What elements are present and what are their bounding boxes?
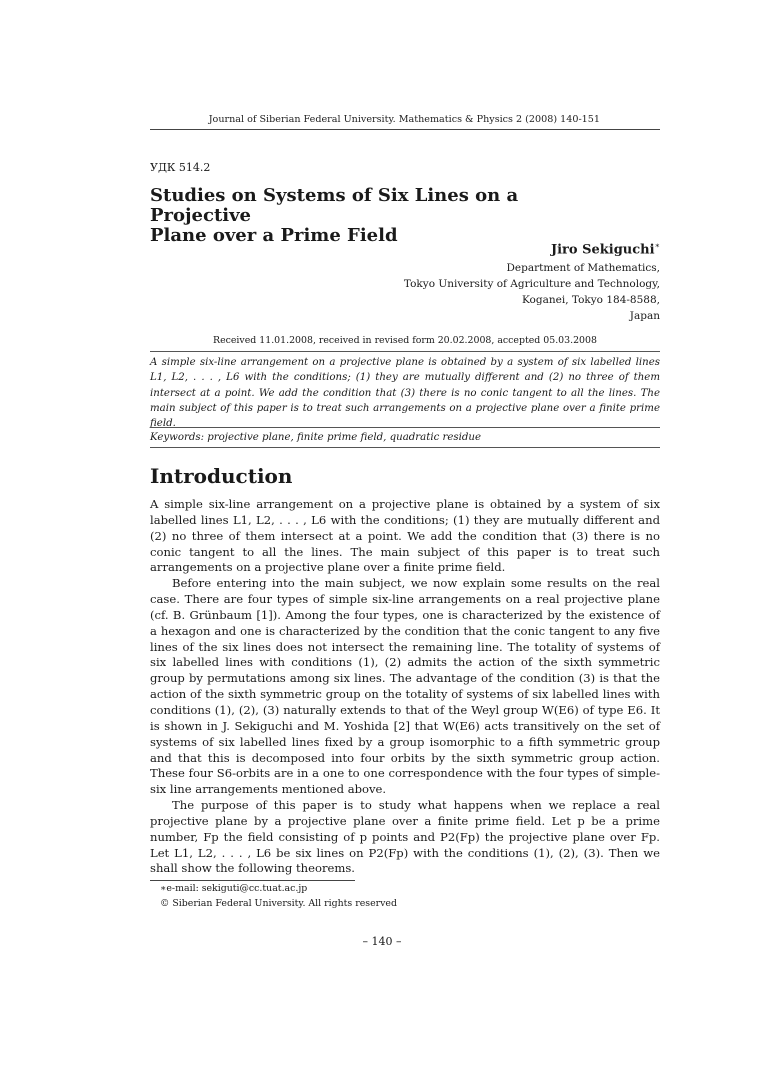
udk-code: УДК 514.2 — [150, 161, 211, 174]
author-block — [404, 238, 660, 324]
author-footnote-mark: ∗ — [654, 241, 660, 250]
affiliation-line: Japan — [629, 310, 660, 323]
footnote-copyright: © Siberian Federal University. All rights reserved — [160, 898, 397, 909]
body-text — [150, 497, 660, 877]
title-line-2: Plane over a Prime Field — [150, 225, 398, 246]
footnote-rule — [150, 880, 355, 881]
affiliation-line: Department of Mathematics, — [506, 262, 660, 275]
page-number: – 140 – — [362, 935, 402, 948]
header-rule — [150, 129, 660, 130]
journal-header: Journal of Siberian Federal University. Mathematics & Physics 2 (2008) 140-151 — [208, 114, 600, 125]
affiliation-line: Tokyo University of Agriculture and Technology, — [403, 278, 660, 291]
abstract-top-rule — [150, 351, 660, 352]
paragraph: The purpose of this paper is to study what happens when we replace a real projective plane by a projective plane over a finite prime field. Let p be a prime number, Fp the field consisting of p points and P2(Fp) the projective plane over Fp. Let L1, L2, . . . , L6 be six lines on P2(Fp) with the conditions (1), (2), (3). Then we shall show the following theorems. — [150, 798, 660, 876]
abstract-bottom-rule — [150, 427, 660, 428]
title-line-1: Studies on Systems of Six Lines on a Projective — [150, 185, 519, 226]
paragraph: Before entering into the main subject, we now explain some results on the real case. There are four types of simple six-line arrangements on a real projective plane (cf. B. Grünbaum [1]). Among the four types, one is characterized by the existence of a hexagon and one is characterized by the condition that the conic tangent to any five lines of the six lines does not intersect the remaining line. The totality of systems of six labelled lines with conditions (1), (2) admits the action of the sixth symmetric group by permutations among six lines. The advantage of the condition (3) is that the action of the sixth symmetric group on the totality of systems of six labelled lines with conditions (1), (2), (3) naturally extends to that of the Weyl group W(E6) of type E6. It is shown in J. Sekiguchi and M. Yoshida [2] that W(E6) acts transitively on the set of systems of six labelled lines fixed by a group isomorphic to a fifth symmetric group and that this is decomposed into four orbits by the sixth symmetric group action. These four S6-orbits are in a one to one correspondence with the four types of simple-six line arrangements mentioned above. — [150, 576, 660, 797]
paragraph: A simple six-line arrangement on a projective plane is obtained by a system of six labelled lines L1, L2, . . . , L6 with the conditions; (1) they are mutually different and (2) no three of them intersect at a point. We add the condition that (3) there is no conic tangent to all the lines. The main subject of this paper is to treat such arrangements on a projective plane over a finite prime field. — [150, 497, 660, 575]
received-dates: Received 11.01.2008, received in revised form 20.02.2008, accepted 05.03.2008 — [213, 335, 597, 346]
abstract: A simple six-line arrangement on a projective plane is obtained by a system of six labelled lines L1, L2, . . . , L6 with the conditions; (1) they are mutually different and (2) no three of them intersect at a point. We add the condition that (3) there is no conic tangent to all the lines. The main subject of this paper is to treat such arrangements on a projective plane over a finite prime field. — [150, 357, 660, 430]
author-name-text: Jiro Sekiguchi — [550, 242, 655, 258]
paper-title — [150, 186, 610, 246]
keywords: Keywords: projective plane, finite prime field, quadratic residue — [150, 432, 482, 443]
affiliation-line: Koganei, Tokyo 184-8588, — [522, 294, 660, 307]
section-title: Introduction — [150, 464, 293, 488]
author-name — [404, 238, 660, 258]
footnote-email: ∗e-mail: sekiguti@cc.tuat.ac.jp — [160, 883, 308, 894]
keywords-rule — [150, 447, 660, 448]
